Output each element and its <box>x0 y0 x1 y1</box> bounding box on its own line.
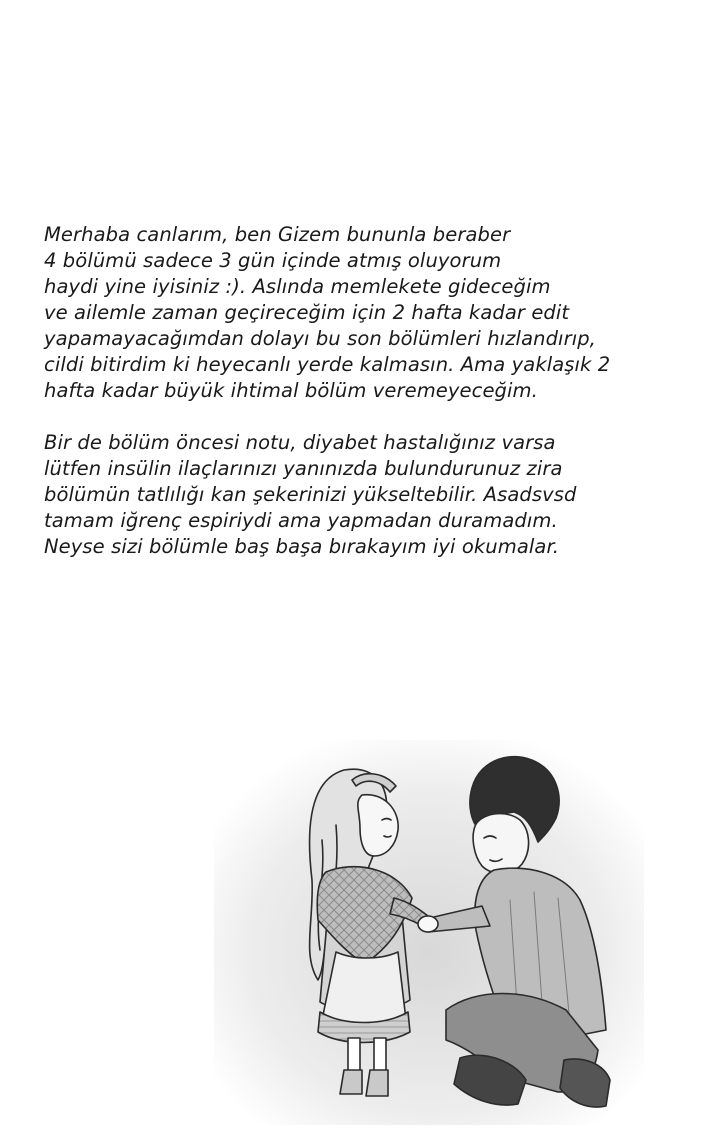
note-line: yapamayacağımdan dolayı bu son bölümleri hızlandırıp, <box>44 327 596 350</box>
translator-note <box>44 222 704 560</box>
note-line: haydi yine iyisiniz :). Aslında memlekete gideceğim <box>44 275 551 298</box>
note-line: lütfen insülin ilaçlarınızı yanınızda bulundurunuz zira <box>44 457 563 480</box>
man-face <box>473 814 528 874</box>
note-line: hafta kadar büyük ihtimal bölüm veremeyeceğim. <box>44 379 538 402</box>
note-line: Neyse sizi bölümle baş başa bırakayım iyi okumalar. <box>44 535 560 558</box>
girl-boot-right <box>366 1070 388 1096</box>
note-paragraph-2 <box>44 430 704 560</box>
note-line: ve ailemle zaman geçireceğim için 2 hafta kadar edit <box>44 301 570 324</box>
note-line: bölümün tatlılığı kan şekerinizi yükseltebilir. Asadsvsd <box>44 483 577 506</box>
joined-hands <box>418 916 438 932</box>
manga-illustration <box>214 580 644 1125</box>
note-line: Bir de bölüm öncesi notu, diyabet hastalığınız varsa <box>44 431 556 454</box>
note-line: tamam iğrenç espiriydi ama yapmadan duramadım. <box>44 509 558 532</box>
illustration-svg <box>214 580 644 1125</box>
girl-boot-left <box>340 1070 362 1094</box>
note-line: 4 bölümü sadece 3 gün içinde atmış oluyorum <box>44 249 502 272</box>
note-line: cildi bitirdim ki heyecanlı yerde kalmasın. Ama yaklaşık 2 <box>44 353 611 376</box>
note-line: Merhaba canlarım, ben Gizem bununla beraber <box>44 223 511 246</box>
note-paragraph-1 <box>44 222 704 404</box>
paragraph-gap <box>44 404 704 430</box>
girl-apron <box>322 952 406 1028</box>
